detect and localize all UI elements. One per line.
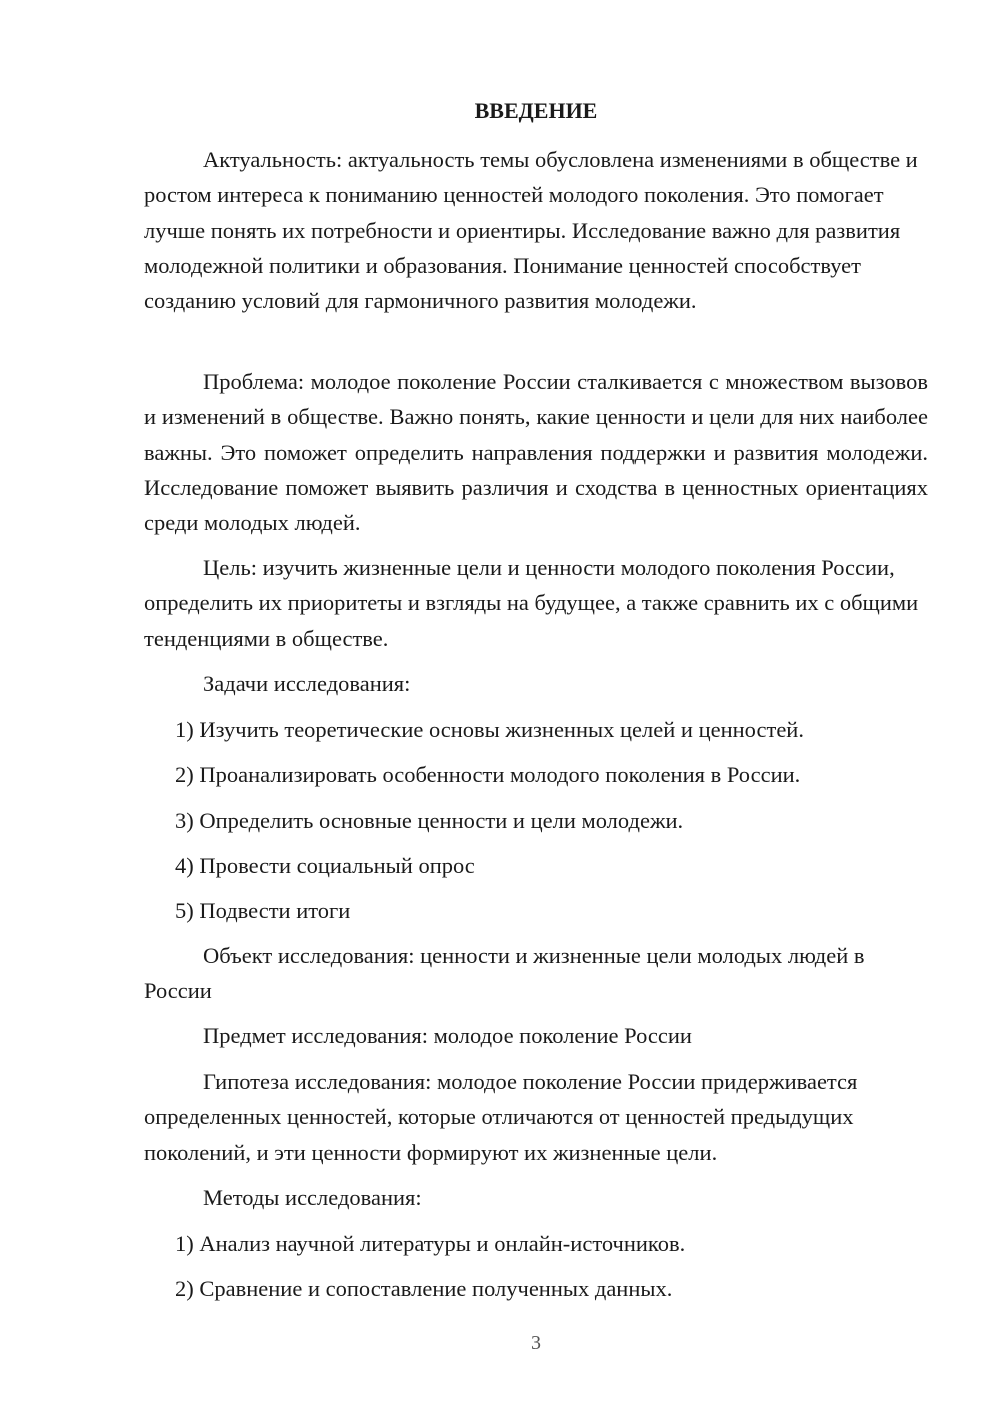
relevance-paragraph: Актуальность: актуальность темы обусловлена изменениями в обществе и ростом интереса к пониманию ценностей молодого поколения. Это помогает лучше понять их потребности и ориентиры. Исследование важно для развития молодежной политики и образования. Понимание ценностей способствует созданию условий для гармоничного развития молодежи. — [144, 147, 918, 314]
tasks-heading: Задачи исследования: — [203, 671, 411, 696]
object-paragraph: Объект исследования: ценности и жизненные цели молодых людей в России — [144, 943, 865, 1004]
problem-paragraph: Проблема: молодое поколение России сталкивается с множеством вызовов и изменений в обществе. Важно понять, какие ценности и цели для них наиболее важны. Это поможет определить направления поддержки и развития молодежи. Исследование поможет выявить различия и сходства в ценностных ориентациях среди молодых людей. — [144, 369, 928, 536]
hypothesis-paragraph: Гипотеза исследования: молодое поколение России придерживается определенных ценностей, которые отличаются от ценностей предыдущих поколений, и эти ценности формируют их жизненные цели. — [144, 1069, 858, 1165]
page-number: 3 — [531, 1332, 541, 1354]
task-item: 5) Подвести итоги — [175, 898, 351, 923]
document-title: ВВЕДЕНИЕ — [474, 98, 598, 123]
task-item: 4) Провести социальный опрос — [175, 853, 475, 878]
goal-paragraph: Цель: изучить жизненные цели и ценности молодого поколения России, определить их приоритеты и взгляды на будущее, а также сравнить их с общими тенденциями в обществе. — [144, 555, 919, 651]
task-item: 3) Определить основные ценности и цели молодежи. — [175, 808, 684, 833]
task-item: 2) Проанализировать особенности молодого поколения в России. — [175, 762, 801, 787]
method-item: 1) Анализ научной литературы и онлайн-источников. — [175, 1231, 686, 1256]
method-item: 2) Сравнение и сопоставление полученных данных. — [175, 1276, 673, 1301]
subject-paragraph: Предмет исследования: молодое поколение России — [203, 1023, 692, 1048]
task-item: 1) Изучить теоретические основы жизненных целей и ценностей. — [175, 717, 804, 742]
methods-heading: Методы исследования: — [203, 1185, 422, 1210]
